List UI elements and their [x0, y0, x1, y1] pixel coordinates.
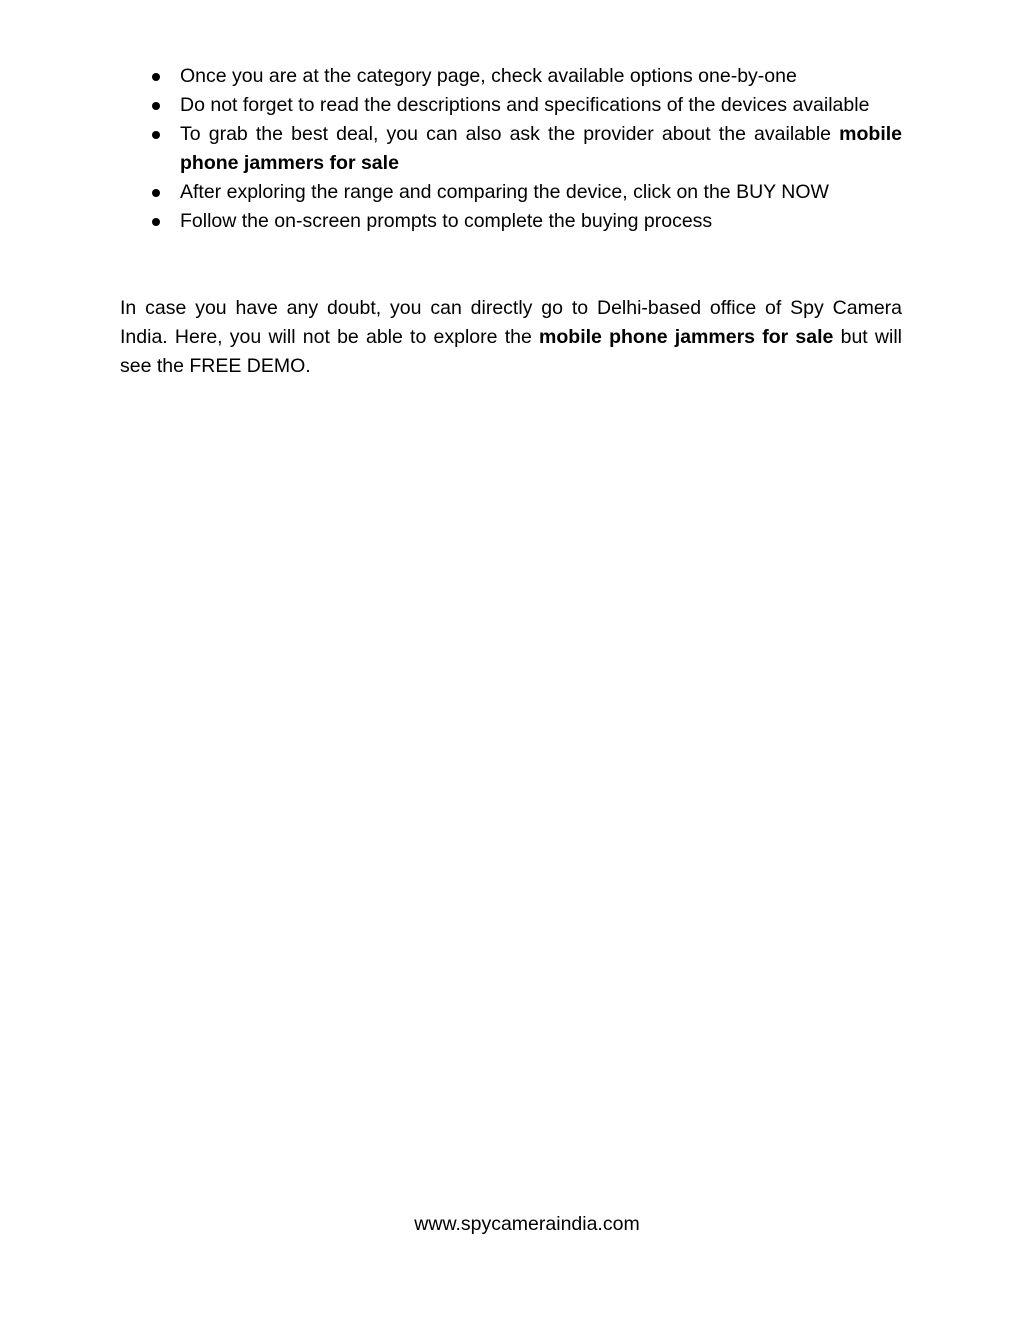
- list-item: [146, 91, 902, 120]
- list-item-text: To grab the best deal, you can also ask the provider about the available: [180, 123, 840, 145]
- paragraph-text-end: but will see the FREE DEMO.: [120, 326, 903, 377]
- bullet-icon: [152, 73, 160, 81]
- bullet-icon: [152, 189, 160, 197]
- bullet-icon: [152, 102, 160, 110]
- list-item: [146, 207, 902, 236]
- list-item-text: Once you are at the category page, check available options one-by-one: [180, 65, 797, 87]
- list-item-text: Follow the on-screen prompts to complete the buying process: [180, 210, 713, 232]
- body-paragraph: [120, 294, 902, 381]
- paragraph-text-start: In case you have any doubt, you can directly go to Delhi-based office of Spy Camera India. Here, you will not be able to explore the: [120, 297, 902, 348]
- paragraph-bold-text: mobile phone jammers for sale: [539, 326, 834, 348]
- list-item: [146, 178, 902, 207]
- list-item-text: After exploring the range and comparing the device, click on the BUY NOW: [180, 181, 829, 203]
- steps-bullet-list: [146, 62, 902, 236]
- list-item-bold-text: mobile phone jammers for sale: [180, 123, 902, 174]
- list-item: [146, 62, 902, 91]
- list-item-text: Do not forget to read the descriptions and specifications of the devices available: [180, 94, 870, 116]
- bullet-icon: [152, 131, 160, 139]
- footer-url: www.spycameraindia.com: [414, 1213, 640, 1235]
- bullet-icon: [152, 218, 160, 226]
- list-item: [146, 120, 902, 178]
